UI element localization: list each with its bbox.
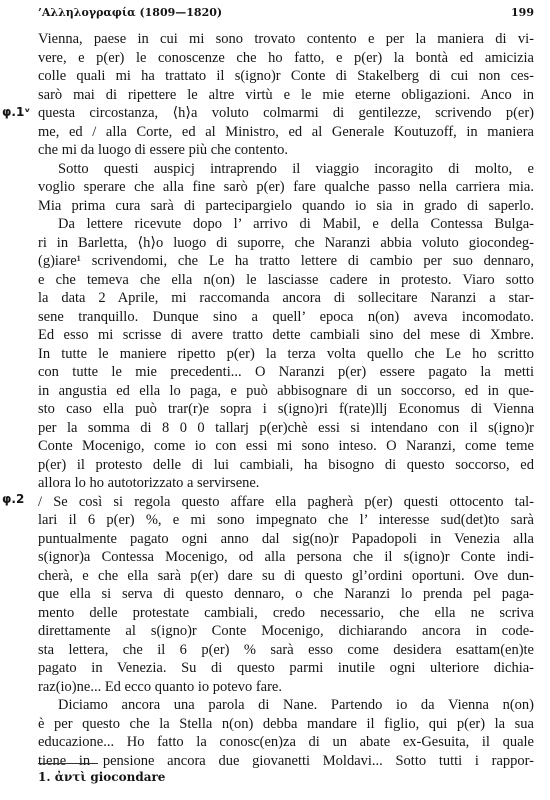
text-line: que ella si serva di questo dennaro, o che Naranzi lo prenda pel paga- [38, 586, 534, 602]
text-line: s(ignor)a Contessa Mocenigo, od alla persona che il s(igno)r Conte indi- [38, 549, 534, 565]
text-line: Da lettere ricevute dopo l’ arrivo di Mabil, e della Contessa Bulga- [58, 216, 534, 232]
page-number: 199 [511, 6, 534, 19]
text-line: Diciamo ancora una parola di Nane. Partendo io da Vienna n(on) [58, 697, 534, 713]
text-line: questa circostanza, ⟨h⟩a voluto colmarmi di gentilezze, scrivendo p(er) [38, 105, 534, 121]
text-line: in angustia ed ella lo paga, e può abbisognare di un soccorso, ed in que- [38, 382, 534, 399]
margin-folio-note: φ.2 [2, 492, 25, 506]
text-line: e che temeva che ella n(on) le lasciasse cadere in protesto. Viaro sotto [38, 271, 534, 288]
running-header [38, 6, 534, 24]
text-line: colle quali mi ha trattato il s(igno)r Conte di Stakelberg di cui non ces- [38, 68, 534, 84]
text-line: sta lettera, che il 6 p(er) % sarà esso come desidera esattam(en)te [38, 641, 534, 658]
text-line: p(er) il protesto delle di lui cambiali, ha bisogno di questo soccorso, ed [38, 456, 534, 473]
footnote: 1. ἀντὶ giocondare [38, 770, 166, 784]
text-line: sene tranquillo. Dunque sino a quell’ epoca n(on) aveva incomodato. [38, 308, 534, 325]
text-line: (g)iare¹ scrivendomi, che Le ha tratto lettere di cambio per suo dennaro, [38, 253, 534, 269]
text-line: direttamente al s(igno)r Conte Mocenigo, dichiarando ancora in code- [38, 623, 534, 639]
text-line: che mi da luogo di essere più che contento. [38, 142, 289, 158]
text-line: allora lo ho autotorizzato a servirsene. [38, 475, 260, 491]
text-line: con tutte le mie precedenti... O Naranzi p(er) essere pagato la metti [38, 364, 534, 380]
text-line: Mia prima cura sarà di partecipargielo quando io sia in grado di saperlo. [38, 197, 534, 214]
text-line: la data 2 Aprile, mi raccomanda ancora di sollecitare Naranzi a star- [38, 290, 534, 306]
text-line: lari il 6 p(er) %, e mi sono impegnato che l’ interesse sud(det)to sarà [38, 512, 534, 528]
text-line: puntualmente pagato ogni anno dal sig(no)r Papadopoli in Venezia alla [38, 530, 534, 547]
text-line: vere, e p(er) le conoscenze che ho fatto, e p(er) la bontà ed amicizia [38, 49, 534, 66]
letter-body [38, 30, 534, 770]
text-line: ri in Barletta, ⟨h⟩o luogo di suporre, che Naranzi abbia voluto giocondeg- [38, 234, 534, 251]
text-line: sto caso ella può trar(r)e sopra i s(igno)ri f(rate)llj Economus di Vienna [38, 401, 534, 417]
text-line: pagato in Venezia. Su di questo parmi inutile ogni ulteriore dichia- [38, 660, 534, 676]
text-line: per la somma di 8 0 0 tallarj p(er)chè essi si intendano con il s(igno)r [38, 419, 534, 436]
text-line: In tutte le maniere ripetto p(er) la terza volta quello che Le ho scritto [38, 345, 534, 362]
margin-folio-note: φ.1ᵛ [2, 105, 31, 119]
text-line: educazione... Ho fatto la conosc(en)za di un abate ex-Gesuita, il quale [38, 734, 534, 750]
footnote-rule [38, 763, 98, 764]
running-title: ’Αλληλογραφία (1809—1820) [38, 6, 223, 19]
text-line: / Se così si regola questo affare ella pagherà p(er) questi ottocento tal- [38, 493, 534, 510]
text-line: Vienna, paese in cui mi sono trovato contento e per la maniera di vi- [38, 31, 534, 47]
text-line: voglio sperare che alla fine sarò p(er) fare qualche passo nella carriera mia. [38, 179, 534, 195]
text-line: cherà, e che ella sarà p(er) dare su di questo gl’ordini oportuni. Ove dun- [38, 567, 534, 584]
text-line: Sotto questi auspicj intraprendo il viaggio incoragito di molto, e [58, 160, 534, 177]
text-line: mento delle protestate cambiali, credo necessario, che ella ne scriva [38, 604, 534, 621]
text-line: Ed esso mi scrisse di avere tratto dette cambiali sino del mese di Xmbre. [38, 327, 534, 343]
text-line: raz(io)ne... Ed ecco quanto io potevo fare. [38, 678, 282, 695]
text-line: sarò mai di ripettere le altre virtù e le mie eterne obligazioni. Anco in [38, 86, 534, 103]
text-line: Conte Mocenigo, come io con essi mi sono inteso. O Naranzi, come teme [38, 438, 534, 454]
text-line: me, ed / alla Corte, ed al Ministro, ed al Generale Koutuzoff, in maniera [38, 123, 534, 140]
text-line: tiene in pensione ancora due giovanetti Moldavi... Sotto tutti i rappor- [38, 752, 534, 769]
text-line: è per questo che la Stella n(on) debba mandare il figlio, qui p(er) la sua [38, 715, 534, 732]
